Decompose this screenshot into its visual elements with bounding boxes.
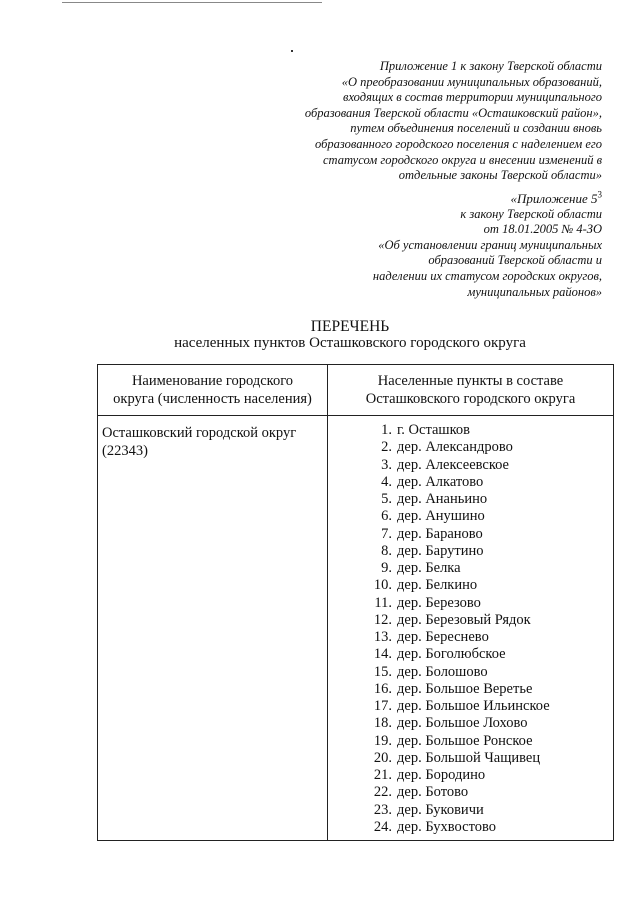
list-item <box>358 422 613 439</box>
annex1-line: образования Тверской области «Осташковский район», <box>304 105 602 120</box>
list-item-name: дер. Бухвостово <box>397 818 496 835</box>
header-settlements <box>328 365 614 416</box>
document-title: ПЕРЕЧЕНЬ <box>310 318 390 335</box>
okrug-cell <box>98 416 328 841</box>
list-item-name: дер. Большое Веретье <box>397 680 533 697</box>
list-item-number: 19. <box>373 732 392 749</box>
annex5-line: образований Тверской области и <box>428 253 602 268</box>
list-item-name: дер. Бараново <box>397 525 483 542</box>
table-row <box>98 416 614 841</box>
list-item <box>358 802 613 819</box>
header-settlements-line: Осташковского городского округа <box>365 391 576 407</box>
list-item-name: дер. Большое Ильинское <box>397 698 550 714</box>
list-item <box>358 491 613 508</box>
list-item <box>358 560 613 577</box>
list-item-number: 3. <box>381 456 392 473</box>
annex1-line: статусом городского округа и внесении изменений в <box>322 152 602 167</box>
scan-dot <box>291 50 293 52</box>
header-okrug-line: округа (численность населения) <box>113 391 312 407</box>
list-item-number: 16. <box>373 680 392 697</box>
list-item-name: дер. Буковичи <box>397 801 484 818</box>
list-item-name: дер. Александрово <box>397 439 513 456</box>
list-item <box>358 595 613 612</box>
list-item-name: дер. Болошово <box>397 663 488 680</box>
list-item-number: 24. <box>373 818 392 835</box>
annex5-line: от 18.01.2005 № 4-ЗО <box>483 222 602 237</box>
annex1-line: Приложение 1 к закону Тверской области <box>379 59 602 73</box>
list-item-number: 9. <box>381 560 392 576</box>
list-item-number: 8. <box>381 542 392 559</box>
list-item-number: 7. <box>381 525 392 542</box>
list-item-number: 23. <box>373 801 392 818</box>
annex5-line: наделении их статусом городских округов, <box>372 268 602 283</box>
list-item-number: 13. <box>373 629 392 645</box>
table-header-row <box>98 365 614 416</box>
list-item-name: дер. Белка <box>397 560 461 576</box>
list-item-number: 15. <box>373 663 392 680</box>
header-okrug-line: Наименование городского <box>131 373 294 389</box>
list-item-number: 18. <box>373 715 392 732</box>
list-item-number: 21. <box>373 767 392 783</box>
annex5-heading-text: «Приложение 5 <box>510 191 598 206</box>
annex1-block <box>242 59 602 184</box>
settlements-list <box>328 416 613 840</box>
header-okrug <box>98 365 328 416</box>
list-item <box>358 457 613 474</box>
list-item <box>358 715 613 732</box>
top-border-line <box>62 2 322 3</box>
list-item-number: 6. <box>381 508 392 525</box>
list-item-name: г. Осташков <box>397 422 470 438</box>
list-item-number: 1. <box>381 422 392 438</box>
list-item <box>358 681 613 698</box>
list-item <box>358 767 613 784</box>
list-item <box>358 819 613 836</box>
annex1-line: отдельные законы Тверской области» <box>398 168 602 183</box>
annex5-line: «Об установлении границ муниципальных <box>378 237 602 252</box>
list-item-name: дер. Березовый Рядок <box>397 611 531 628</box>
list-item-number: 17. <box>373 698 392 714</box>
okrug-name: Осташковский городской округ <box>102 425 297 441</box>
list-item-name: дер. Большое Лохово <box>397 715 528 732</box>
list-item <box>358 577 613 594</box>
list-item <box>358 612 613 629</box>
list-item-name: дер. Барутино <box>397 542 484 559</box>
list-item-name: дер. Бородино <box>397 767 486 783</box>
list-item <box>358 750 613 767</box>
annex5-line: муниципальных районов» <box>467 284 602 299</box>
annex1-line: путем объединения поселений и создании вновь <box>350 121 602 136</box>
list-item <box>358 664 613 681</box>
annex5-block <box>302 191 602 300</box>
annex5-line: к закону Тверской области <box>460 206 602 221</box>
document-subtitle-wrap <box>0 334 640 353</box>
list-item-number: 14. <box>373 646 392 663</box>
list-item-name: дер. Алкатово <box>397 473 484 490</box>
list-item-number: 4. <box>381 473 392 490</box>
annex1-line: образованного городского поселения с наделением его <box>315 136 602 151</box>
list-item <box>358 439 613 456</box>
list-item-number: 10. <box>373 577 392 594</box>
list-item-number: 2. <box>381 439 392 456</box>
annex1-line: входящих в состав территории муниципального <box>343 90 602 105</box>
list-item-number: 20. <box>373 749 392 766</box>
list-item-name: дер. Большой Чащивец <box>397 749 541 766</box>
list-item <box>358 508 613 525</box>
list-item-name: дер. Белкино <box>397 577 478 594</box>
okrug-population: (22343) <box>102 442 148 459</box>
list-item-name: дер. Алексеевское <box>397 456 509 473</box>
list-item <box>358 733 613 750</box>
list-item <box>358 629 613 646</box>
list-item-name: дер. Ананьино <box>397 491 488 507</box>
list-item-number: 5. <box>381 491 392 507</box>
list-item <box>358 474 613 491</box>
header-settlements-line: Населенные пункты в составе <box>377 373 564 389</box>
list-item-number: 22. <box>373 784 392 801</box>
list-item <box>358 784 613 801</box>
list-item-name: дер. Анушино <box>397 508 485 525</box>
annex5-heading-superscript: 3 <box>597 189 602 200</box>
list-item-number: 12. <box>373 611 392 628</box>
list-item-name: дер. Большое Ронское <box>397 732 533 749</box>
list-item-name: дер. Березово <box>397 594 481 611</box>
list-item-name: дер. Боголюбское <box>397 646 506 663</box>
list-item <box>358 543 613 560</box>
document-subtitle: населенных пунктов Осташковского городского округа <box>174 335 526 351</box>
annex1-line: «О преобразовании муниципальных образований, <box>341 74 602 89</box>
list-item-name: дер. Ботово <box>397 784 469 801</box>
list-item <box>358 698 613 715</box>
settlements-cell <box>328 416 614 841</box>
list-item-name: дер. Бересневo <box>397 629 489 645</box>
list-item-number: 11. <box>374 594 392 611</box>
list-item <box>358 526 613 543</box>
annex5-heading <box>302 191 602 207</box>
list-item <box>358 646 613 663</box>
settlements-table <box>97 364 614 841</box>
